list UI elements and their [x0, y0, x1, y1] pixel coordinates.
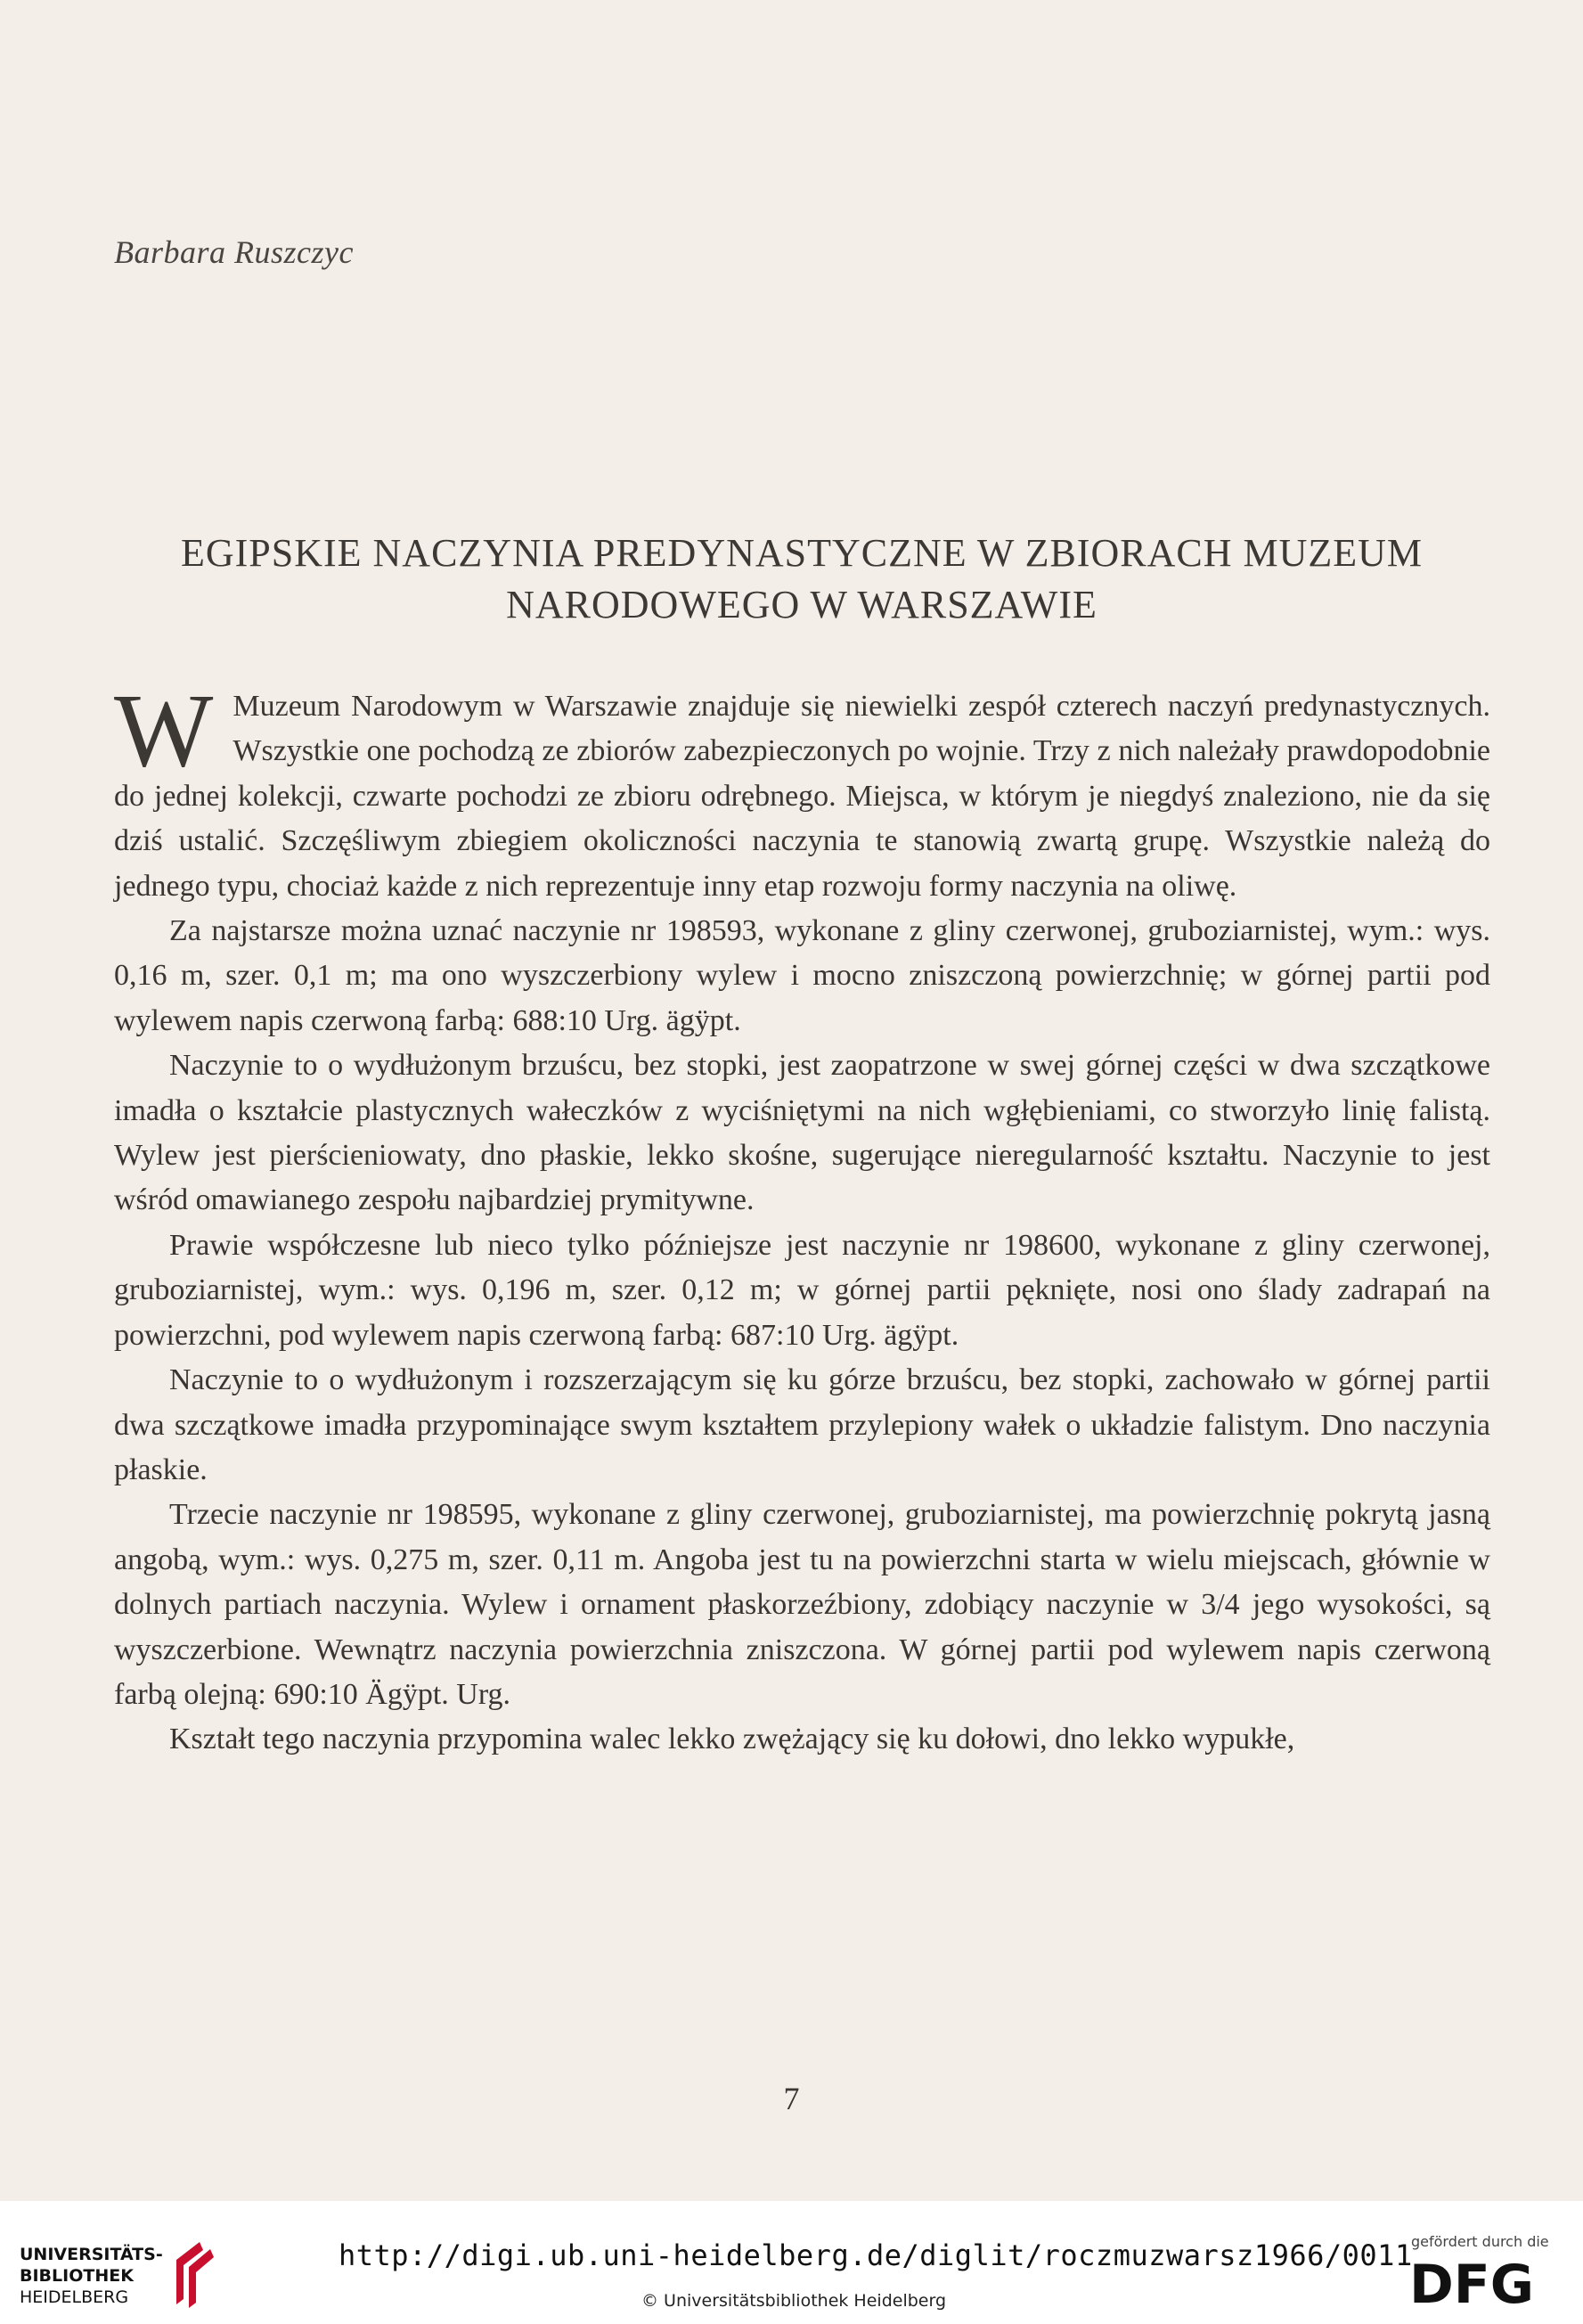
article-title	[107, 528, 1497, 631]
title-line-2: NARODOWEGO W WARSZAWIE	[506, 583, 1097, 626]
paragraph-4: Prawie współczesne lub nieco tylko późniejsze jest naczynie nr 198600, wykonane z gliny czerwonej, gruboziarnistej, wym.: wys. 0,196 m, szer. 0,12 m; w górnej partii pęknięte, nosi ono ślady zadrapań na powierzchni, pod wylewem napis czerwoną farbą: 687:10 Urg. ägÿpt.	[114, 1228, 1490, 1352]
library-line-2: BIBLIOTHEK	[20, 2266, 134, 2286]
author-name: Barbara Ruszczyc	[114, 234, 354, 270]
paragraph-5: Naczynie to o wydłużonym i rozszerzającym się ku górze brzuścu, bez stopki, zachowało w górnej partii dwa szczątkowe imadła przypominające swym kształtem przylepiony wałek o układzie falistym. Dno naczynia płaskie.	[114, 1363, 1490, 1486]
funding-caption: gefördert durch die	[1411, 2233, 1549, 2250]
dfg-logo[interactable]	[1409, 2254, 1559, 2308]
paragraph-2: Za najstarsze można uznać naczynie nr 198593, wykonane z gliny czerwonej, gruboziarnistej, wym.: wys. 0,16 m, szer. 0,1 m; ma ono wyszczerbiony wylew i mocno zniszczoną powierzchnię; w górnej partii pod wylewem napis czerwoną farbą: 688:10 Urg. ägÿpt.	[114, 914, 1490, 1037]
library-line-3: HEIDELBERG	[20, 2287, 129, 2307]
paragraph-1	[114, 672, 1490, 909]
page-number: 7	[783, 2081, 800, 2116]
paragraph-7: Kształt tego naczynia przypomina walec lekko zwężający się ku dołowi, dno lekko wypukłe,	[169, 1723, 1295, 1756]
ub-heidelberg-logo[interactable]	[20, 2201, 251, 2324]
paragraph-6: Trzecie naczynie nr 198595, wykonane z gliny czerwonej, gruboziarnistej, ma powierzchnię pokrytą jasną angobą, wym.: wys. 0,275 m, szer. 0,11 m. Angoba jest tu na powierzchni starta w wielu miejscach, głównie w dolnych partiach naczynia. Wylew i ornament płaskorzeźbiony, zdobiący naczynie w 3/4 jego wysokości, są wyszczerbione. Wewnątrz naczynia powierzchnia zniszczona. W górnej partii pod wylewem napis czerwoną farbą olejną: 690:10 Ägÿpt. Urg.	[114, 1498, 1490, 1711]
title-line-1: EGIPSKIE NACZYNIA PREDYNASTYCZNE W ZBIORACH MUZEUM	[180, 531, 1424, 575]
paragraph-3: Naczynie to o wydłużonym brzuścu, bez stopki, jest zaopatrzone w swej górnej części w dwa szczątkowe imadła o kształcie plastycznych wałeczków z wyciśniętymi na nich wgłębieniami, co stworzyło linię falistą. Wylew jest pierścieniowaty, dno płaskie, lekko skośne, sugerujące nieregularność kształtu. Naczynie to jest wśród omawianego zespołu najbardziej prymitywne.	[114, 1049, 1490, 1217]
ub-emblem-icon	[160, 2237, 223, 2310]
library-line-1: UNIVERSITÄTS-	[20, 2245, 163, 2264]
permalink-url[interactable]: http://digi.ub.uni-heidelberg.de/diglit/roczmuzwarsz1966/0011	[339, 2238, 1413, 2272]
drop-cap: W	[114, 672, 214, 789]
copyright-notice: © Universitätsbibliothek Heidelberg	[641, 2291, 947, 2311]
article-body	[114, 672, 1490, 1763]
digitization-footer	[0, 2201, 1583, 2324]
library-name	[20, 2244, 163, 2308]
paragraph-1-text: Muzeum Narodowym w Warszawie znajduje się niewielki zespół czterech naczyń predynastycznych. Wszystkie one pochodzą ze zbiorów zabezpieczonych po wojnie. Trzy z nich należały prawdopodobnie do jednej kolekcji, czwarte pochodzi ze zbioru odrębnego. Miejsca, w którym je niegdyś znaleziono, nie da się dziś ustalić. Szczęśliwym zbiegiem okoliczności naczynia te stanowią zwartą grupę. Wszystkie należą do jednego typu, chociaż każde z nich reprezentuje inny etap rozwoju formy naczynia na oliwę.	[114, 690, 1490, 903]
dfg-logo-text: DFG	[1409, 2254, 1535, 2308]
